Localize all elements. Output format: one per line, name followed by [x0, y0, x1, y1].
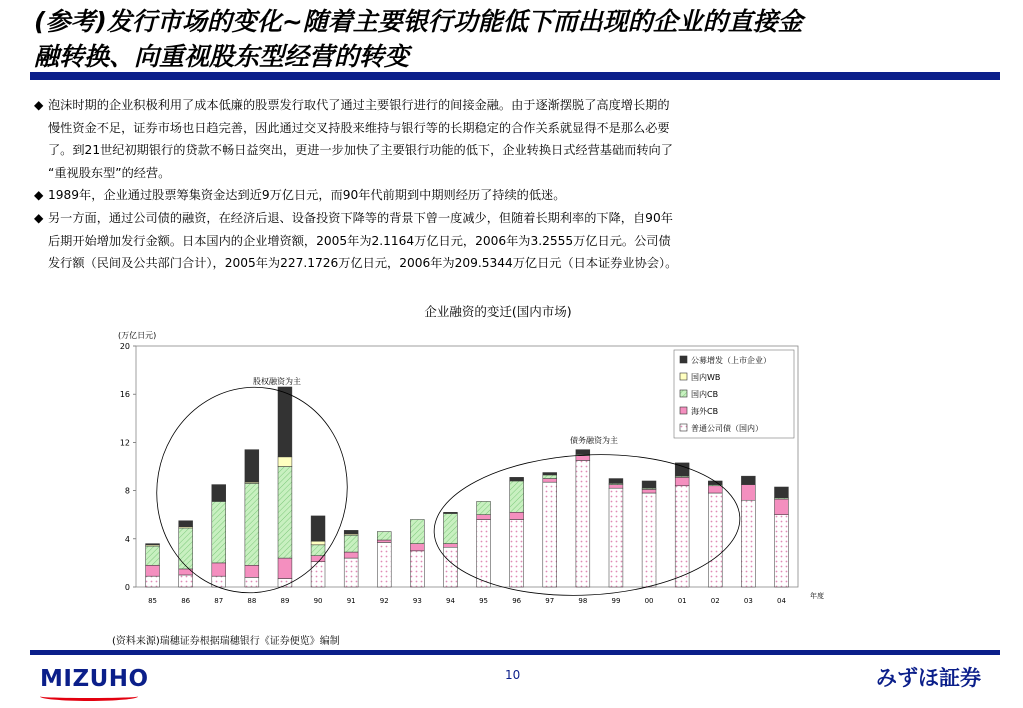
x-tick-label: 03	[743, 597, 753, 605]
bar-segment	[278, 457, 292, 467]
bar-segment	[510, 481, 524, 512]
bar-segment	[245, 565, 259, 577]
legend-label: 公募增发（上市企业）	[691, 356, 771, 365]
source-note: (资料来源)瑞穗证券根据瑞穗银行《证券便览》编制	[112, 636, 340, 647]
x-tick-label: 85	[148, 597, 158, 605]
bar-segment	[510, 512, 524, 519]
bar-segment	[477, 501, 491, 514]
y-tick-label: 20	[119, 342, 130, 351]
bar-segment	[510, 520, 524, 587]
bullet-item-1	[34, 94, 874, 184]
bar-segment	[741, 485, 755, 501]
bar-segment	[443, 512, 457, 513]
bar-segment	[311, 545, 325, 556]
bullet-item-3	[34, 207, 874, 275]
bar-segment	[410, 520, 424, 544]
page-number: 10	[505, 668, 521, 682]
bar-segment	[245, 577, 259, 587]
title-line-1: (参考)发行市场的变化~随着主要银行功能低下而出现的企业的直接金	[34, 7, 803, 36]
bar-segment	[741, 500, 755, 587]
bullet-line: 1989年，企业通过股票筹集资金达到近9万亿日元，而90年代前期到中期则经历了持续的低迷。	[48, 188, 566, 203]
x-tick-label: 01	[677, 597, 687, 605]
chart-svg	[100, 300, 824, 610]
bar-segment	[278, 387, 292, 457]
bar-segment	[212, 563, 226, 576]
bullet-line: “重视股东型”的经营。	[48, 165, 171, 180]
bar-segment	[212, 501, 226, 562]
bullet-diamond-icon: ◆	[34, 98, 44, 112]
x-tick-label: 04	[776, 597, 786, 605]
bar-segment	[576, 450, 590, 455]
bar-segment	[443, 547, 457, 587]
mizuho-logo: MIZUHO	[40, 666, 149, 692]
bullet-line: 慢性资金不足，证券市场也日趋完善，因此通过交叉持股来维持与银行等的长期稳定的合作关系就显得不是那么必要	[48, 120, 670, 135]
bar-segment	[510, 477, 524, 481]
y-tick-label: 8	[124, 486, 130, 496]
bar-segment	[179, 575, 193, 587]
bar-segment	[146, 546, 160, 565]
bar-segment	[543, 482, 557, 587]
legend-swatch	[680, 407, 687, 414]
legend-label: 国内WB	[691, 373, 721, 382]
bar-segment	[311, 516, 325, 541]
x-tick-label: 99	[611, 597, 621, 605]
y-tick-label: 16	[119, 390, 130, 400]
legend-swatch	[680, 356, 687, 363]
y-axis-label: (万亿日元)	[118, 331, 157, 340]
x-axis-label: 年度	[810, 592, 824, 600]
bar-segment	[675, 477, 689, 485]
x-tick-label: 94	[445, 597, 455, 605]
bar-segment	[741, 476, 755, 484]
bar-segment	[377, 532, 391, 540]
x-tick-label: 93	[412, 597, 422, 605]
bar-segment	[311, 541, 325, 545]
legend-label: 海外CB	[691, 407, 719, 416]
legend-label: 普通公司债（国内）	[691, 424, 763, 433]
bar-segment	[410, 551, 424, 587]
bar-segment	[609, 488, 623, 587]
bar-segment	[377, 540, 391, 542]
mizuho-securities-logo: みずほ証券	[876, 666, 981, 690]
bar-segment	[774, 487, 788, 498]
x-tick-label: 02	[710, 597, 720, 605]
bullet-list	[34, 94, 874, 275]
legend-swatch	[680, 373, 687, 380]
bar-segment	[609, 479, 623, 484]
bar-segment	[146, 544, 160, 545]
x-tick-label: 91	[346, 597, 356, 605]
bar-segment	[477, 515, 491, 520]
bar-segment	[278, 558, 292, 578]
y-tick-label: 4	[124, 534, 130, 544]
annotation-debt: 债务融资为主	[570, 436, 618, 445]
bullet-item-2	[34, 184, 874, 207]
title-line-2: 融转换、向重视股东型经营的转变	[34, 42, 410, 71]
bar-segment	[278, 467, 292, 559]
legend-label: 国内CB	[691, 390, 719, 399]
chart-title: 企业融资的变迁(国内市场)	[424, 304, 572, 319]
legend-swatch	[680, 424, 687, 431]
annotation-equity: 股权融资为主	[253, 377, 301, 386]
y-tick-label: 12	[119, 438, 130, 448]
bar-segment	[179, 528, 193, 569]
page-title	[34, 4, 1014, 74]
bar-segment	[443, 513, 457, 543]
y-axis	[120, 342, 136, 592]
x-tick-label: 90	[313, 597, 323, 605]
bullet-line: 泡沫时期的企业积极利用了成本低廉的股票发行取代了通过主要银行进行的间接金融。由于逐渐摆脱了高度增长期的	[48, 98, 670, 112]
x-tick-label: 92	[379, 597, 389, 605]
bar-segment	[410, 544, 424, 551]
logo-swoosh-icon	[40, 692, 138, 701]
bar-segment	[344, 530, 358, 534]
bar-segment	[344, 552, 358, 558]
bar-segment	[443, 544, 457, 548]
bar-segment	[708, 493, 722, 587]
bar-segment	[543, 479, 557, 483]
bar-segment	[642, 489, 656, 493]
bar-segment	[245, 483, 259, 565]
financing-chart	[100, 300, 824, 610]
bar-segment	[477, 520, 491, 587]
bar-segment	[344, 558, 358, 587]
bullet-line: 了。到21世纪初期银行的贷款不畅日益突出，更进一步加快了主要银行功能的低下，企业转换日式经营基础而转向了	[48, 143, 673, 158]
bar-segment	[708, 486, 722, 493]
bar-segment	[245, 450, 259, 483]
bullet-line: 后期开始增加发行金额。日本国内的企业增资额，2005年为2.1164万亿日元，2006年为3.2555万亿日元。公司债	[48, 233, 671, 248]
bar-segment	[344, 535, 358, 552]
bar-segment	[146, 565, 160, 576]
bar-segment	[146, 576, 160, 587]
footer-divider	[30, 650, 1000, 655]
bar-segment	[311, 562, 325, 587]
bar-segment	[774, 515, 788, 587]
x-tick-label: 97	[545, 597, 555, 605]
bar-segment	[576, 460, 590, 587]
bar-segment	[212, 485, 226, 502]
bullet-diamond-icon: ◆	[34, 210, 44, 225]
bar-segment	[377, 542, 391, 587]
bar-segment	[576, 456, 590, 461]
bar-segment	[774, 499, 788, 515]
bullet-line: 发行额（民间及公共部门合计），2005年为227.1726万亿日元，2006年为209.5344万亿日元（日本证券业协会）。	[48, 256, 678, 271]
x-tick-label: 87	[214, 597, 224, 605]
bar-segment	[179, 521, 193, 527]
bar-segment	[642, 493, 656, 587]
bar-segment	[543, 473, 557, 475]
title-divider	[30, 72, 1000, 80]
x-tick-label: 86	[181, 597, 191, 605]
x-tick-label: 89	[280, 597, 290, 605]
bar-segment	[609, 485, 623, 489]
x-tick-label: 00	[644, 597, 654, 605]
legend-swatch	[680, 390, 687, 397]
bar-segment	[642, 481, 656, 488]
x-tick-label: 96	[512, 597, 522, 605]
x-tick-label: 88	[247, 597, 257, 605]
x-tick-label: 95	[479, 597, 489, 605]
bullet-diamond-icon: ◆	[34, 188, 44, 203]
bar-segment	[543, 475, 557, 479]
bullet-line: 另一方面，通过公司债的融资，在经济后退、设备投资下降等的背景下曾一度减少，但随着长期利率的下降，自90年	[48, 210, 673, 225]
y-tick-label: 0	[124, 583, 130, 592]
x-axis	[148, 597, 786, 605]
bar-segment	[675, 486, 689, 587]
x-tick-label: 98	[578, 597, 588, 605]
